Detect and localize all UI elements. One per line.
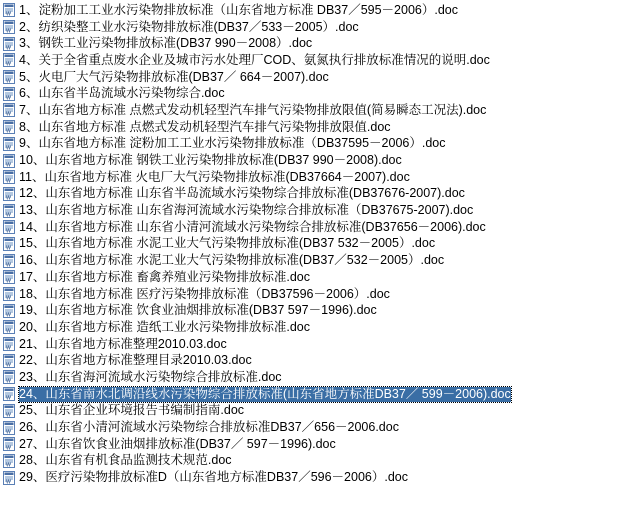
file-name-label: 16、山东省地方标准 水泥工业大气污染物排放标准(DB37／532－2005）.doc: [19, 253, 445, 268]
file-name-label: 20、山东省地方标准 造纸工业水污染物排放标准.doc: [19, 319, 311, 334]
file-name-label: 4、关于全省重点废水企业及城市污水处理厂COD、氨氮执行排放标准情况的说明.doc: [19, 52, 490, 67]
list-item[interactable]: [0, 419, 635, 436]
list-item[interactable]: [0, 52, 635, 69]
word-document-icon: [3, 120, 16, 134]
list-item[interactable]: [0, 386, 635, 403]
word-document-icon: [3, 404, 16, 418]
list-item[interactable]: [0, 119, 635, 136]
svg-text:W: W: [6, 28, 11, 35]
word-document-icon: [3, 354, 16, 368]
svg-text:W: W: [6, 145, 11, 151]
word-document-icon: [3, 170, 16, 184]
list-item[interactable]: [0, 219, 635, 236]
svg-text:W: W: [6, 412, 11, 418]
word-document-icon: [3, 103, 16, 117]
word-document-icon: [3, 20, 16, 34]
svg-text:W: W: [6, 11, 11, 18]
file-name-label: 22、山东省地方标准整理目录2010.03.doc: [19, 353, 252, 368]
file-name-label: 23、山东省海河流域水污染物综合排放标准.doc: [19, 369, 282, 384]
svg-text:W: W: [6, 95, 11, 101]
file-name-label: 13、山东省地方标准 山东省海河流域水污染物综合排放标准（DB37675-2007).doc: [19, 203, 474, 218]
word-document-icon: [3, 204, 16, 218]
svg-text:W: W: [6, 212, 11, 218]
word-document-icon: [3, 320, 16, 334]
file-name-label: 24、山东省南水北调沿线水污染物综合排放标准(山东省地方标准DB37／ 599－2006).doc: [19, 386, 511, 401]
list-item[interactable]: [0, 136, 635, 153]
list-item[interactable]: [0, 336, 635, 353]
word-document-icon: [3, 187, 16, 201]
file-name-label: 21、山东省地方标准整理2010.03.doc: [19, 336, 227, 351]
word-document-icon: [3, 220, 16, 234]
svg-text:W: W: [6, 479, 11, 485]
svg-text:W: W: [6, 429, 11, 435]
svg-text:W: W: [6, 445, 11, 452]
svg-text:W: W: [6, 128, 11, 135]
list-item[interactable]: [0, 169, 635, 186]
file-name-label: 27、山东省饮食业油烟排放标准(DB37／ 597－1996).doc: [19, 436, 336, 451]
svg-text:W: W: [6, 228, 11, 235]
list-item[interactable]: [0, 436, 635, 453]
file-name-label: 17、山东省地方标准 畜禽养殖业污染物排放标准.doc: [19, 269, 311, 284]
word-document-icon: [3, 370, 16, 384]
file-name-label: 8、山东省地方标准 点燃式发动机轻型汽车排气污染物排放限值.doc: [19, 119, 391, 134]
file-name-label: 25、山东省企业环境报告书编制指南.doc: [19, 403, 245, 418]
svg-text:W: W: [6, 295, 11, 302]
word-document-icon: [3, 137, 16, 151]
file-name-label: 15、山东省地方标准 水泥工业大气污染物排放标准(DB37 532－2005）.doc: [19, 236, 436, 251]
file-name-label: 7、山东省地方标准 点燃式发动机轻型汽车排气污染物排放限值(简易瞬态工况法).doc: [19, 102, 487, 117]
file-name-label: 19、山东省地方标准 饮食业油烟排放标准(DB37 597－1996).doc: [19, 303, 377, 318]
svg-text:W: W: [6, 262, 11, 268]
list-item[interactable]: [0, 35, 635, 52]
list-item[interactable]: [0, 369, 635, 386]
word-document-icon: [3, 287, 16, 301]
file-name-label: 18、山东省地方标准 医疗污染物排放标准（DB37596－2006）.doc: [19, 286, 390, 301]
list-item[interactable]: [0, 186, 635, 203]
word-document-icon: [3, 337, 16, 351]
word-document-icon: [3, 437, 16, 451]
svg-text:W: W: [6, 278, 11, 285]
word-document-icon: [3, 421, 16, 435]
list-item[interactable]: [0, 302, 635, 319]
list-item[interactable]: [0, 269, 635, 286]
file-name-label: 11、山东省地方标准 火电厂大气污染物排放标准(DB37664－2007).doc: [19, 169, 410, 184]
word-document-icon: [3, 471, 16, 485]
file-name-label: 28、山东省有机食品监测技术规范.doc: [19, 453, 232, 468]
file-name-label: 29、医疗污染物排放标准D（山东省地方标准DB37／596－2006）.doc: [19, 470, 408, 485]
list-item[interactable]: [0, 453, 635, 470]
file-name-label: 3、钢铁工业污染物排放标准(DB37 990－2008）.doc: [19, 36, 313, 51]
svg-text:W: W: [6, 378, 11, 385]
file-name-label: 5、火电厂大气污染物排放标准(DB37／ 664－2007).doc: [19, 69, 329, 84]
svg-text:W: W: [6, 178, 11, 185]
list-item[interactable]: [0, 85, 635, 102]
word-document-icon: [3, 3, 16, 17]
svg-text:W: W: [6, 395, 11, 402]
word-document-icon: [3, 254, 16, 268]
word-document-icon: [3, 454, 16, 468]
list-item[interactable]: [0, 2, 635, 19]
svg-text:W: W: [6, 111, 11, 118]
word-document-icon: [3, 70, 16, 84]
word-document-icon: [3, 237, 16, 251]
svg-text:W: W: [6, 245, 11, 251]
file-name-label: 2、纺织染整工业水污染物排放标准(DB37／533－2005）.doc: [19, 19, 359, 34]
list-item[interactable]: [0, 202, 635, 219]
list-item[interactable]: [0, 69, 635, 86]
word-document-icon: [3, 87, 16, 101]
svg-text:W: W: [6, 462, 11, 468]
file-name-label: 26、山东省小清河流域水污染物综合排放标准DB37／656－2006.doc: [19, 420, 399, 435]
list-item[interactable]: [0, 352, 635, 369]
svg-text:W: W: [6, 312, 11, 318]
list-item[interactable]: [0, 319, 635, 336]
file-name-label: 10、山东省地方标准 钢铁工业污染物排放标准(DB37 990－2008).doc: [19, 153, 402, 168]
svg-text:W: W: [6, 362, 11, 368]
svg-text:W: W: [6, 78, 11, 85]
list-item[interactable]: [0, 236, 635, 253]
file-name-label: 6、山东省半岛流域水污染物综合.doc: [19, 86, 225, 101]
list-item[interactable]: [0, 152, 635, 169]
file-name-label: 9、山东省地方标准 淀粉加工工业水污染物排放标准（DB37595－2006）.doc: [19, 136, 446, 151]
svg-text:W: W: [6, 345, 11, 352]
word-document-icon: [3, 270, 16, 284]
file-name-label: 1、淀粉加工工业水污染物排放标准（山东省地方标准 DB37／595－2006）.doc: [19, 2, 458, 17]
list-item[interactable]: [0, 19, 635, 36]
svg-text:W: W: [6, 328, 11, 335]
svg-text:W: W: [6, 45, 11, 51]
word-document-icon: [3, 53, 16, 67]
svg-text:W: W: [6, 61, 11, 68]
word-document-icon: [3, 304, 16, 318]
svg-text:W: W: [6, 162, 11, 168]
word-document-icon: [3, 37, 16, 51]
list-item[interactable]: [0, 252, 635, 269]
list-item[interactable]: [0, 286, 635, 303]
word-document-icon: [3, 387, 16, 401]
list-item[interactable]: [0, 102, 635, 119]
svg-text:W: W: [6, 195, 11, 201]
file-name-label: 14、山东省地方标准 山东省小清河流域水污染物综合排放标准(DB37656－2006).doc: [19, 219, 486, 234]
list-item[interactable]: [0, 403, 635, 420]
word-document-icon: [3, 154, 16, 168]
list-item[interactable]: [0, 469, 635, 486]
file-name-label: 12、山东省地方标准 山东省半岛流域水污染物综合排放标准(DB37676-2007).doc: [19, 186, 465, 201]
